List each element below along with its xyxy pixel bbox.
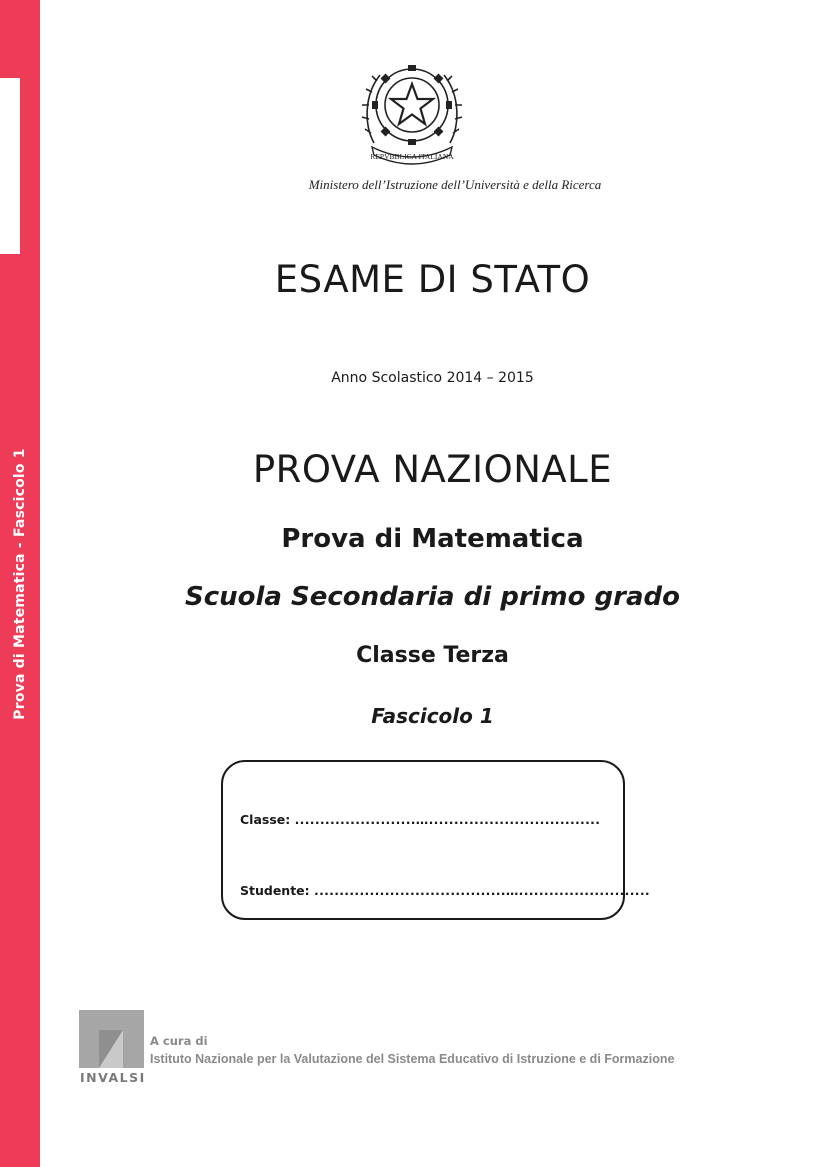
- student-field-label: Studente:: [240, 883, 310, 898]
- institute-name: Istituto Nazionale per la Valutazione del Sistema Educativo di Istruzione e di Formazione: [150, 1052, 675, 1066]
- exam-title: ESAME DI STATO: [274, 258, 591, 301]
- booklet-number: Fascicolo 1: [371, 704, 494, 728]
- invalsi-logo-text: INVALSI: [80, 1070, 146, 1085]
- side-tab: [0, 78, 20, 254]
- school-year: Anno Scolastico 2014 – 2015: [331, 370, 534, 386]
- subject-title: Prova di Matematica: [281, 524, 584, 554]
- svg-text:REPVBBLICA ITALIANA: REPVBBLICA ITALIANA: [370, 152, 454, 161]
- class-field-blank[interactable]: ........................…..................................: [294, 812, 601, 827]
- curated-by: A cura di: [150, 1034, 208, 1048]
- class-field[interactable]: [240, 812, 600, 827]
- student-field[interactable]: [240, 883, 650, 898]
- student-field-blank[interactable]: ......................................…..........................: [314, 883, 650, 898]
- school-level: Scuola Secondaria di primo grado: [184, 582, 681, 612]
- republic-emblem-icon: [358, 55, 466, 171]
- side-label: Prova di Matematica - Fascicolo 1: [12, 448, 28, 720]
- class-field-label: Classe:: [240, 812, 291, 827]
- class-level: Classe Terza: [356, 643, 509, 668]
- national-test-title: PROVA NAZIONALE: [252, 448, 613, 491]
- student-info-box: [221, 760, 650, 920]
- ministry-name: Ministero dell’Istruzione dell’Università e della Ricerca: [308, 177, 602, 192]
